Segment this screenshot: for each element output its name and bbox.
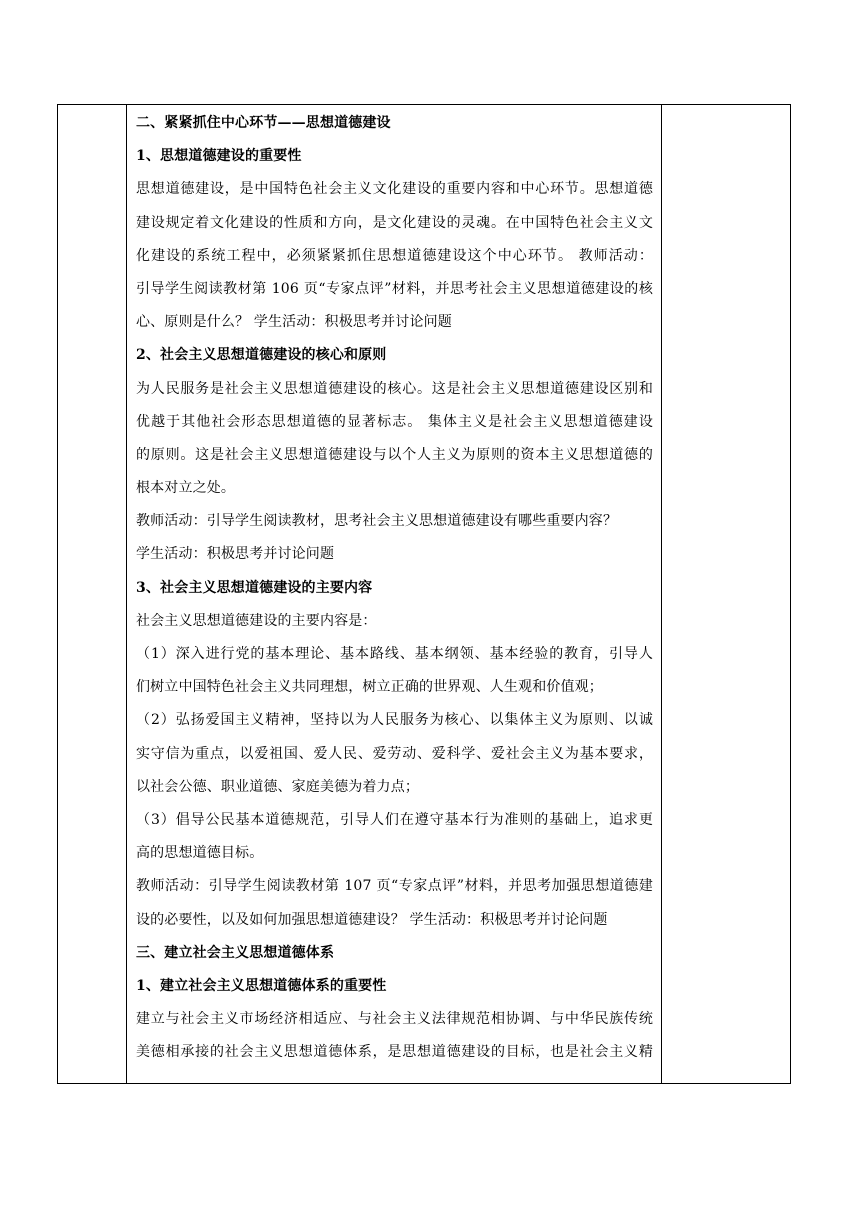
text-line: 实守信为重点，以爱祖国、爱人民、爱劳动、爱科学、爱社会主义为基本要求， [136, 745, 653, 762]
text-line: 根本对立之处。 [136, 480, 236, 497]
text-line: 教师活动：引导学生阅读教材，思考社会主义思想道德建设有哪些重要内容？ [136, 513, 618, 530]
section-heading: 2、社会主义思想道德建设的核心和原则 [136, 347, 387, 364]
section-heading: 1、思想道德建设的重要性 [136, 148, 302, 165]
text-line: 建立与社会主义市场经济相适应、与社会主义法律规范相协调、与中华民族传统 [136, 1011, 653, 1028]
table-row [58, 105, 791, 1084]
text-line: （3）倡导公民基本道德规范，引导人们在遵守基本行为准则的基础上，追求更 [136, 811, 653, 828]
text-line: （1）深入进行党的基本理论、基本路线、基本纲领、基本经验的教育，引导人 [136, 646, 653, 662]
text-line: 设的必要性，以及如何加强思想道德建设？ 学生活动：积极思考并讨论问题 [136, 911, 608, 928]
text-line: 化建设的系统工程中，必须紧紧抓住思想道德建设这个中心环节。 教师活动： [136, 247, 653, 264]
text-line: 学生活动：积极思考并讨论问题 [136, 546, 335, 563]
right-cell [662, 105, 791, 1084]
text-line: （2）弘扬爱国主义精神，坚持以为人民服务为核心、以集体主义为原则、以诚 [136, 712, 653, 729]
text-line: 心、原则是什么？ 学生活动：积极思考并讨论问题 [136, 314, 452, 331]
content-cell [127, 105, 662, 1084]
text-line: 为人民服务是社会主义思想道德建设的核心。这是社会主义思想道德建设区别和 [136, 380, 653, 397]
text-line: 以社会公德、职业道德、家庭美德为着力点； [136, 778, 419, 795]
text-line: 引导学生阅读教材第 106 页“专家点评”材料，并思考社会主义思想道德建设的核 [136, 280, 653, 297]
section-heading: 二、紧紧抓住中心环节——思想道德建设 [136, 115, 391, 131]
content-body [136, 107, 653, 1069]
section-heading: 三、建立社会主义思想道德体系 [136, 944, 335, 961]
text-line: 思想道德建设，是中国特色社会主义文化建设的重要内容和中心环节。思想道德 [136, 181, 653, 198]
lesson-table [57, 104, 791, 1084]
text-line: 的原则。这是社会主义思想道德建设与以个人主义为原则的资本主义思想道德的 [136, 446, 653, 463]
left-cell [58, 105, 127, 1084]
text-line: 教师活动：引导学生阅读教材第 107 页“专家点评”材料，并思考加强思想道德建 [136, 878, 653, 895]
text-line: 美德相承接的社会主义思想道德体系，是思想道德建设的目标，也是社会主义精 [136, 1044, 653, 1061]
section-heading: 3、社会主义思想道德建设的主要内容 [136, 579, 373, 596]
section-heading: 1、建立社会主义思想道德体系的重要性 [136, 977, 387, 994]
text-line: 优越于其他社会形态思想道德的显著标志。 集体主义是社会主义思想道德建设 [136, 413, 653, 430]
text-line: 建设规定着文化建设的性质和方向，是文化建设的灵魂。在中国特色社会主义文 [136, 214, 653, 231]
text-line: 们树立中国特色社会主义共同理想，树立正确的世界观、人生观和价值观； [136, 679, 603, 696]
text-line: 高的思想道德目标。 [136, 845, 264, 862]
text-line: 社会主义思想道德建设的主要内容是： [136, 612, 377, 629]
